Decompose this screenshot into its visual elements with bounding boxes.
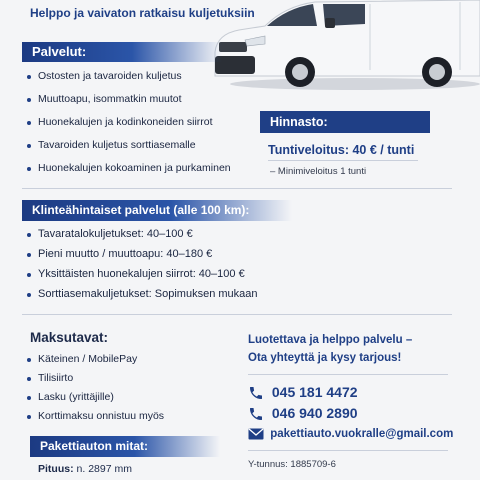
list-item: Käteinen / MobilePay (26, 353, 226, 365)
business-id: Y-tunnus: 1885709-6 (248, 459, 336, 470)
payment-list (26, 353, 226, 422)
phone-2-row[interactable] (248, 405, 358, 422)
divider (268, 160, 418, 161)
length-value: n. 2897 mm (76, 463, 132, 475)
payment-header: Maksutavat: (30, 330, 109, 345)
phone-icon (248, 406, 264, 422)
phone-icon (248, 385, 264, 401)
contact-slogan-1: Luotettava ja helppo palvelu – (248, 334, 413, 346)
list-item: Yksittäisten huonekalujen siirrot: 40–100 € (26, 268, 326, 280)
minimum-charge: – Minimiveloitus 1 tunti (270, 166, 367, 177)
pricing-header: Hinnasto: (260, 111, 430, 133)
tagline: Helppo ja vaivaton ratkaisu kuljetuksiin (30, 6, 255, 20)
fixed-price-list (26, 228, 326, 300)
length-label: Pituus: (38, 463, 74, 475)
list-item: Huonekalujen ja kodinkoneiden siirrot (26, 116, 266, 128)
list-item: Lasku (yrittäjille) (26, 391, 226, 403)
list-item: Sorttiasemakuljetukset: Sopimuksen mukaan (26, 288, 326, 300)
phone-1[interactable]: 045 181 4472 (271, 384, 358, 400)
divider (22, 188, 452, 189)
fixed-price-header: Klinteähintaiset palvelut (alle 100 km): (22, 200, 292, 221)
contact-slogan-2: Ota yhteyttä ja kysy tarjous! (248, 352, 402, 364)
email[interactable]: pakettiauto.vuokralle@gmail.com (270, 428, 454, 441)
length-row (38, 463, 132, 475)
phone-2[interactable]: 046 940 2890 (271, 405, 358, 421)
divider (248, 450, 448, 451)
list-item: Tavaroiden kuljetus sorttiasemalle (26, 139, 266, 151)
envelope-icon (248, 428, 264, 440)
divider (22, 314, 452, 315)
email-row[interactable] (248, 428, 453, 440)
list-item: Ostosten ja tavaroiden kuljetus (26, 70, 266, 82)
dimensions-header: Pakettiauton mitat: (30, 436, 220, 457)
hourly-price: Tuntiveloitus: 40 € / tunti (268, 143, 415, 157)
list-item: Pieni muutto / muuttoapu: 40–180 € (26, 248, 326, 260)
phone-1-row[interactable] (248, 384, 358, 401)
list-item: Muuttoapu, isommatkin muutot (26, 93, 266, 105)
services-header: Palvelut: (22, 42, 222, 62)
divider (248, 374, 448, 375)
list-item: Tavaratalokuljetukset: 40–100 € (26, 228, 326, 240)
list-item: Korttimaksu onnistuu myös (26, 410, 226, 422)
services-list (26, 70, 266, 174)
list-item: Huonekalujen kokoaminen ja purkaminen (26, 162, 266, 174)
list-item: Tilisiirto (26, 372, 226, 384)
